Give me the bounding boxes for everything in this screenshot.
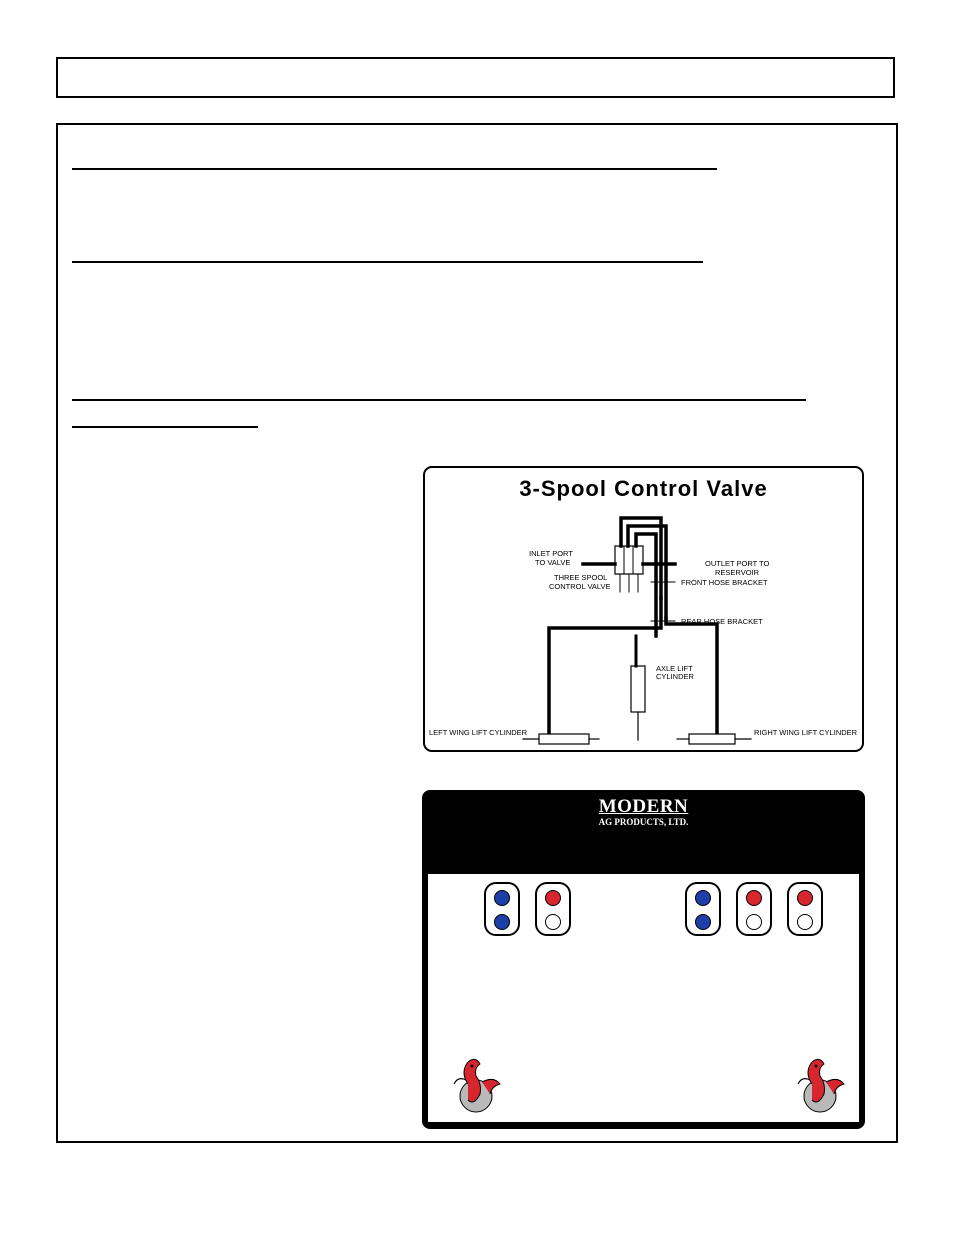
hose-lever-left-2	[535, 882, 571, 936]
hose-schematic	[425, 468, 866, 754]
label-inlet-2: TO VALVE	[535, 558, 571, 567]
hose-color-dot-top	[494, 890, 510, 906]
label-outlet-2: RESERVOIR	[715, 568, 760, 577]
hose-lever-right-2	[736, 882, 772, 936]
hose-lever-left-1	[484, 882, 520, 936]
heading-rule-3-continued	[72, 426, 258, 428]
hose-color-dot-bottom	[746, 914, 762, 930]
hose-color-dot-top	[746, 890, 762, 906]
hose-color-dot-top	[545, 890, 561, 906]
heading-rule-3	[72, 399, 806, 401]
label-valve-1: THREE SPOOL	[554, 573, 608, 582]
valve-body	[615, 546, 643, 574]
hose-color-dot-bottom	[494, 914, 510, 930]
brand-name: MODERN	[598, 796, 689, 817]
label-front-bracket: FRONT HOSE BRACKET	[681, 578, 768, 587]
dragon-logo-right	[790, 1054, 850, 1118]
dragon-logo-left	[446, 1054, 506, 1118]
label-right-wing: RIGHT WING LIFT CYLINDER	[754, 728, 858, 737]
decal-color-panel	[428, 874, 859, 1122]
diagram-title: 3-Spool Control Valve	[519, 476, 768, 501]
brand-subtitle: AG PRODUCTS, LTD.	[598, 817, 689, 827]
label-valve-2: CONTROL VALVE	[549, 582, 611, 591]
hose-color-decal	[422, 790, 865, 1129]
heading-rule-2	[72, 261, 703, 263]
label-axle-1: AXLE LIFT	[656, 664, 693, 673]
hose-lever-right-3	[787, 882, 823, 936]
hose-color-dot-bottom	[695, 914, 711, 930]
hose-color-dot-top	[797, 890, 813, 906]
hose-routing-diagram	[423, 466, 864, 752]
heading-rule-1	[72, 168, 717, 170]
hose-color-dot-top	[695, 890, 711, 906]
label-left-wing: LEFT WING LIFT CYLINDER	[429, 728, 528, 737]
label-outlet-1: OUTLET PORT TO	[705, 559, 770, 568]
header-box	[56, 57, 895, 98]
hose-lever-right-1	[685, 882, 721, 936]
label-inlet-1: INLET PORT	[529, 549, 573, 558]
hose-color-dot-bottom	[545, 914, 561, 930]
label-axle-2: CYLINDER	[656, 672, 694, 681]
label-rear-bracket: REAR HOSE BRACKET	[681, 617, 763, 626]
hose-color-dot-bottom	[797, 914, 813, 930]
